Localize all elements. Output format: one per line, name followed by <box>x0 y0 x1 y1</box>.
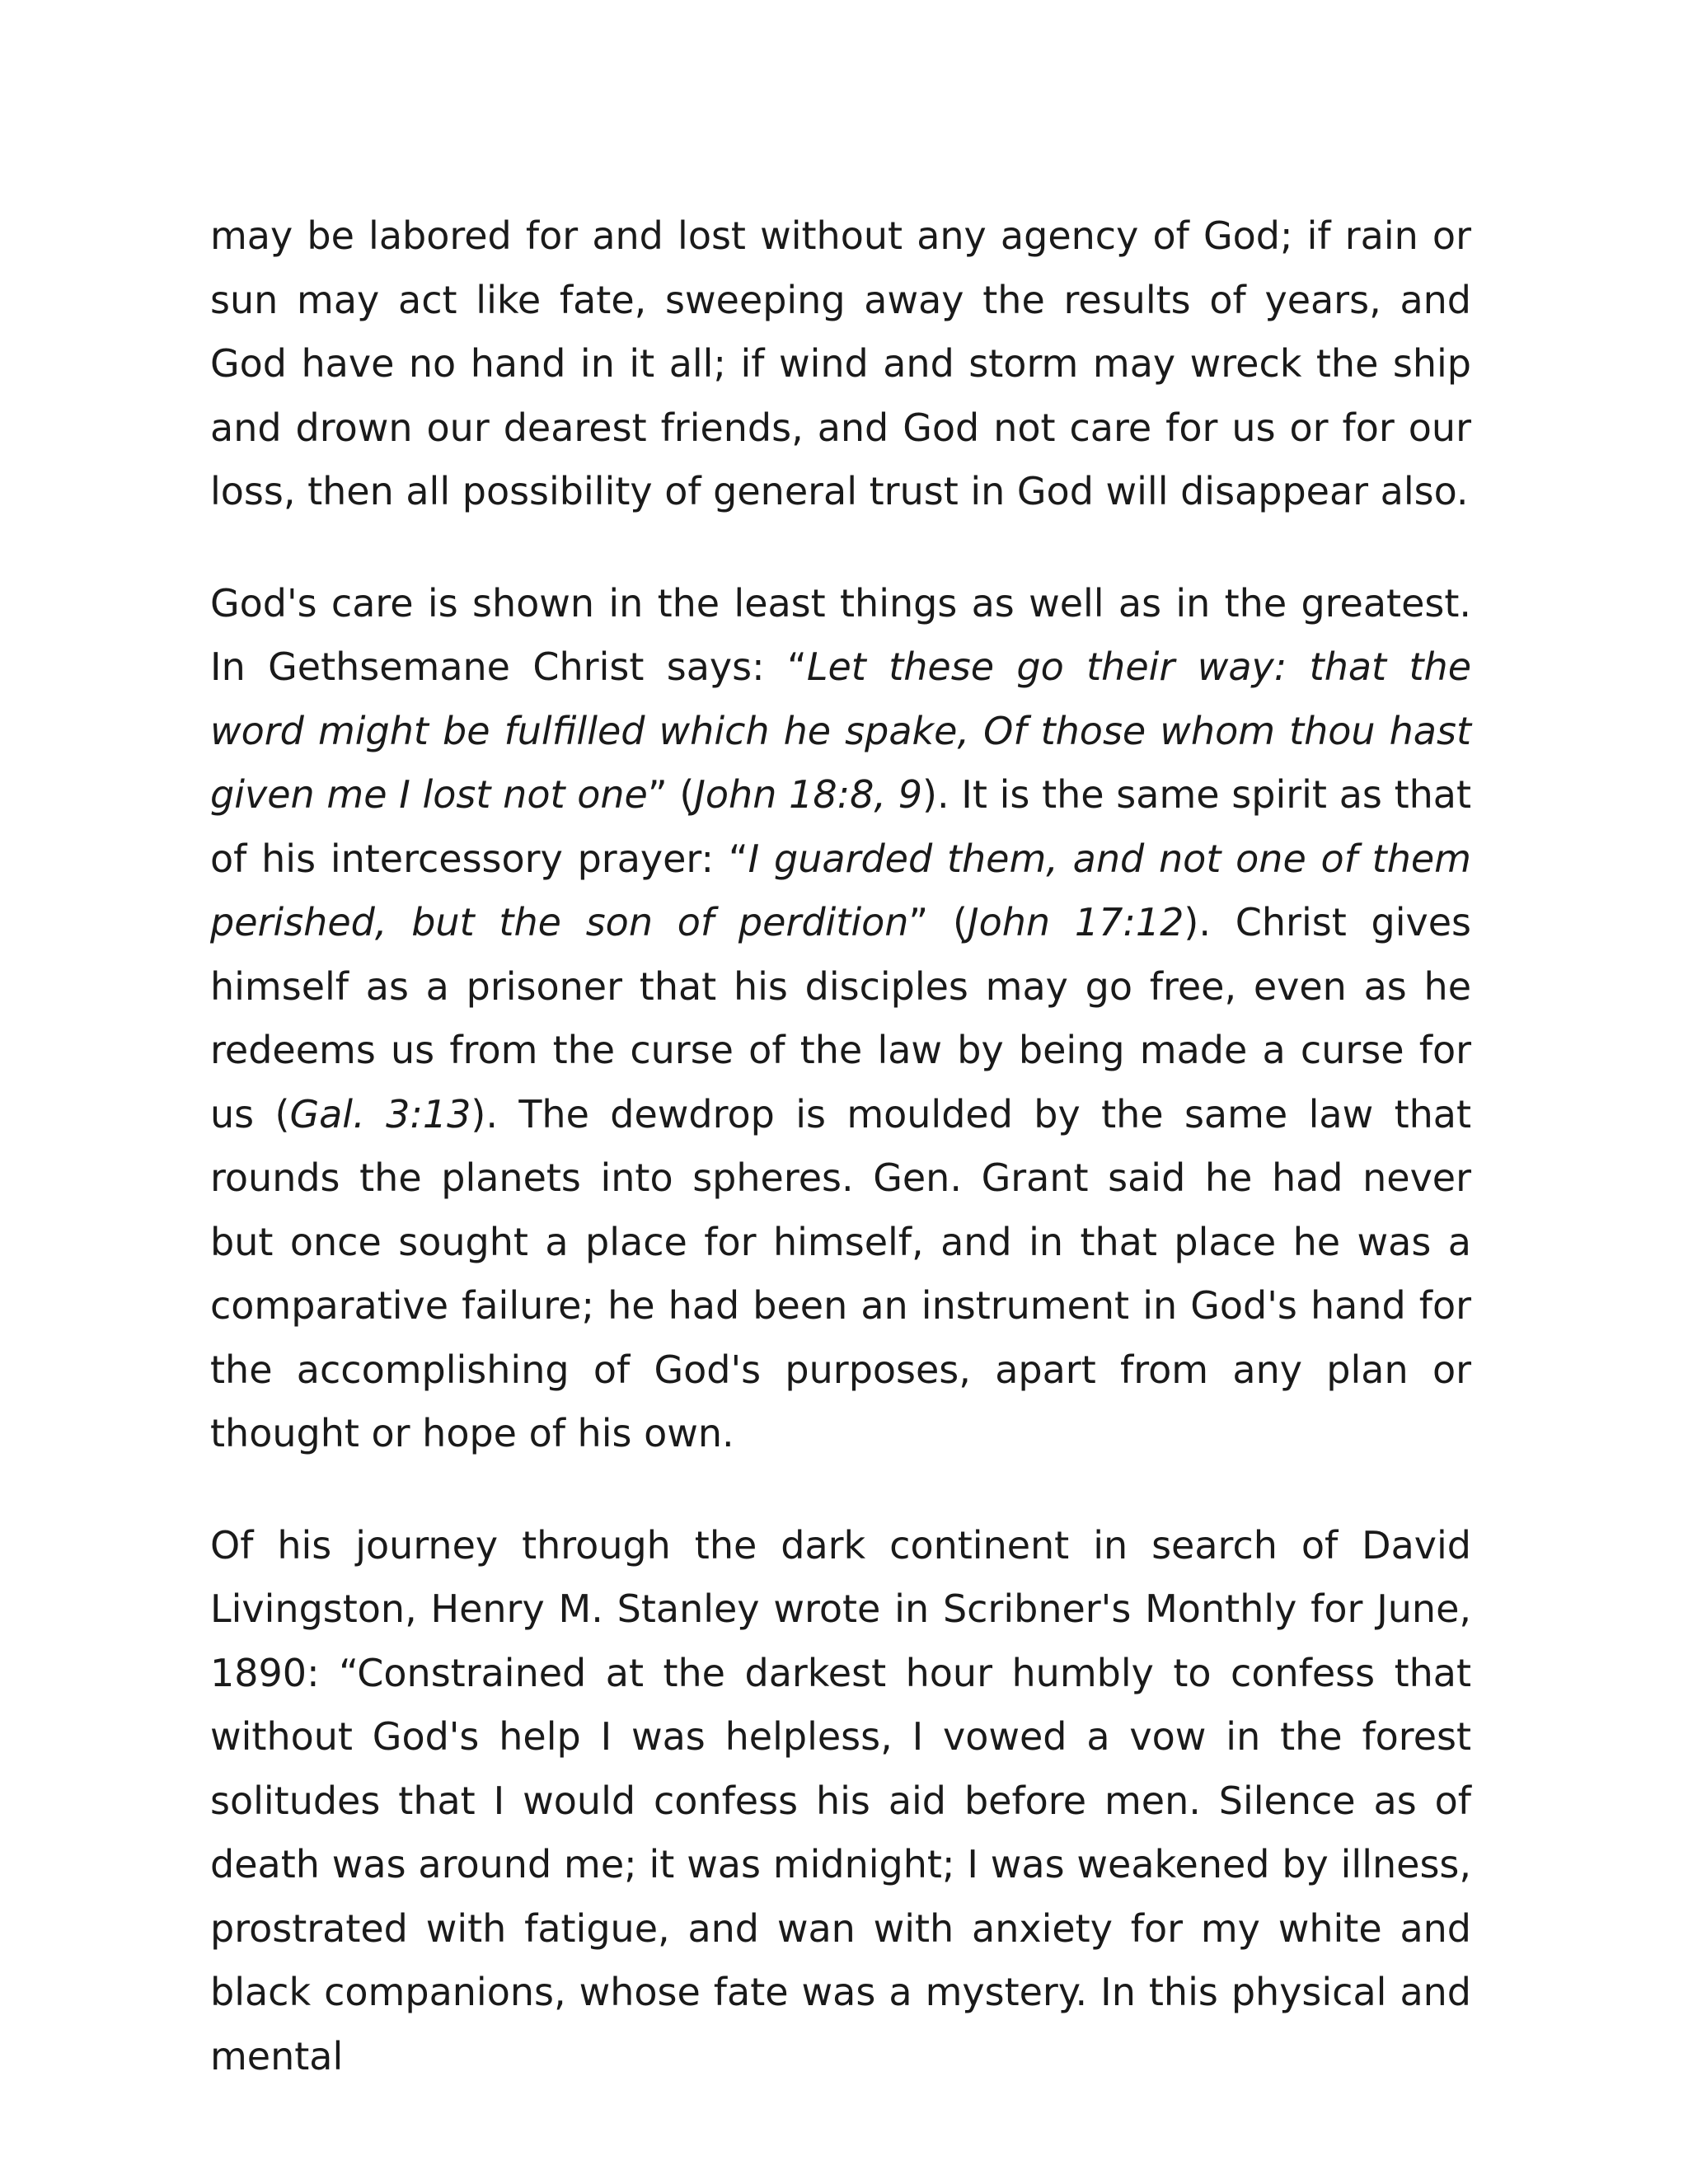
text-run: ). Christ gives himself as a prisoner that his disciples may go free, even as he redeems us from the curse of the law by being made a curse for us ( <box>210 900 1471 1137</box>
text-run: ). It is the same spirit as that of his intercessory prayer: “ <box>210 772 1471 881</box>
text-run: God's care is shown in the least things as well as in the greatest. In Gethsemane Christ says: “ <box>210 580 1471 689</box>
text-run: ). The dewdrop is moulded by the same law that rounds the planets into spheres. Gen. Grant said he had never but once sought a place for himself, and in that place he was a comparative failure; he had been an instrument in God's hand for the accomplishing of God's purposes, apart from any plan or thought or hope of his own. <box>210 1091 1471 1455</box>
scripture-quote: Let these go their way: that the word might be fulfilled which he spake, Of those whom thou hast given me I lost not one <box>210 644 1471 817</box>
paragraph <box>210 572 1471 1466</box>
scripture-reference: John 17:12 <box>968 900 1184 944</box>
text-run: ” ( <box>647 772 695 817</box>
paragraph <box>210 1514 1471 2089</box>
text-run: ” ( <box>908 900 968 944</box>
document-page <box>210 204 1471 2088</box>
scripture-reference: Gal. 3:13 <box>289 1091 471 1137</box>
text-run: Of his journey through the dark continent in search of David Livingston, Henry M. Stanley wrote in Scribner's Monthly for June, 1890: “Constrained at the darkest hour humbly to confess that without God's help I was helpless, I vowed a vow in the forest solitudes that I would confess his aid before men. Silence as of death was around me; it was midnight; I was weakened by illness, prostrated with fatigue, and wan with anxiety for my white and black companions, whose fate was a mystery. In this physical and mental <box>210 1522 1471 2079</box>
scripture-reference: John 18:8, 9 <box>694 772 922 817</box>
scripture-quote: I guarded them, and not one of them perished, but the son of perdition <box>210 836 1471 944</box>
text-run: may be labored for and lost without any agency of God; if rain or sun may act like fate, sweeping away the results of years, and God have no hand in it all; if wind and storm may wreck the ship and drown our dearest friends, and God not care for us or for our loss, then all possibility of general trust in God will disappear also. <box>210 213 1471 513</box>
paragraph <box>210 204 1471 524</box>
